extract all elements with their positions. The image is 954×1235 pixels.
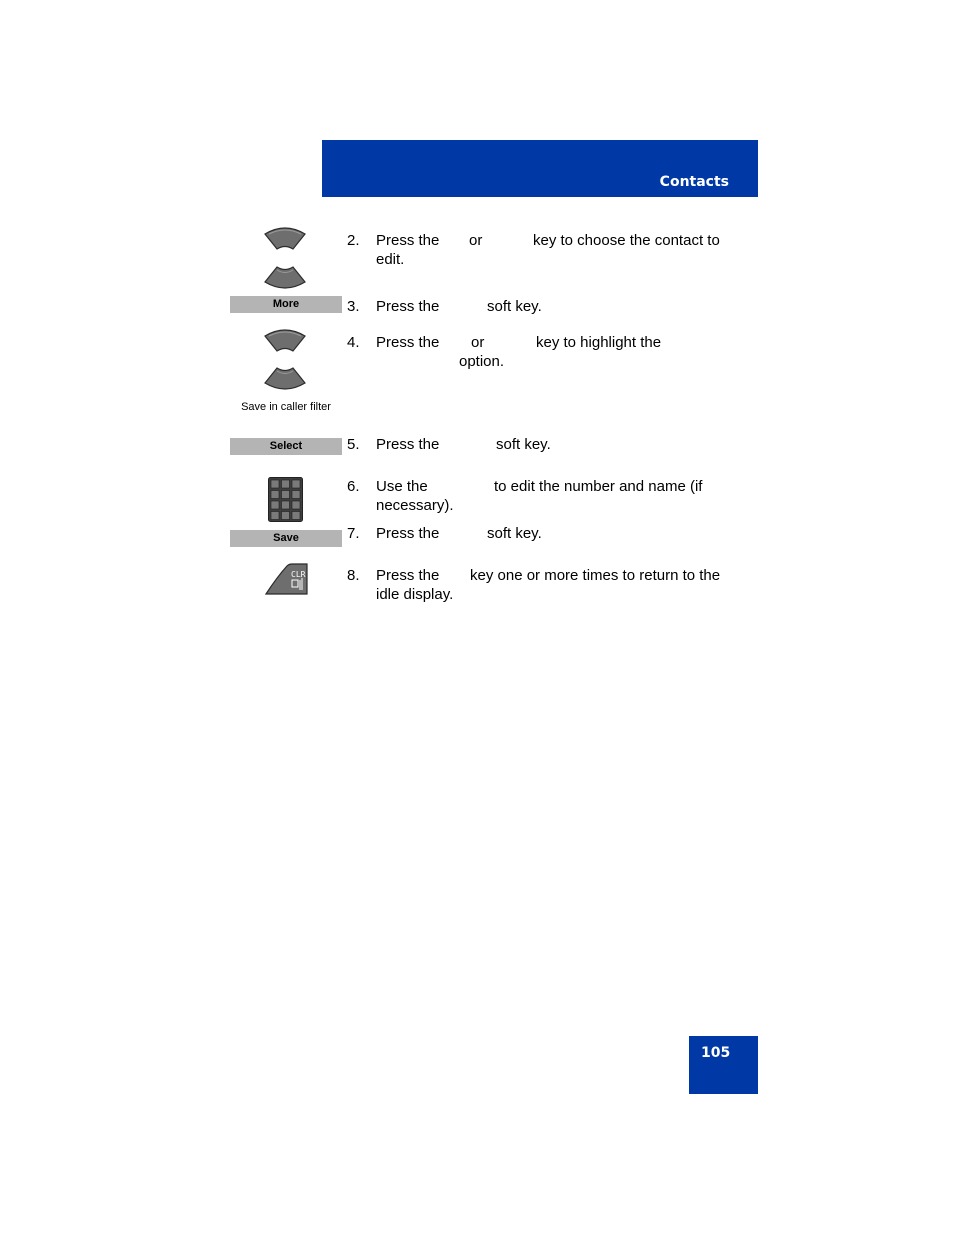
page-number: 105: [701, 1045, 731, 1061]
step-text: Press the: [376, 232, 440, 249]
step-number: 6.: [347, 478, 360, 495]
step-text: option.: [459, 353, 505, 370]
step-text: soft key.: [487, 298, 542, 315]
step-text: necessary).: [376, 497, 454, 514]
step-text: key to highlight the: [536, 334, 662, 351]
select-softkey: Select: [230, 438, 342, 455]
more-softkey: More: [230, 296, 342, 313]
page-number-box: [689, 1036, 758, 1094]
nav-down-key-icon: [263, 265, 307, 291]
step-number: 5.: [347, 436, 360, 453]
step-text: Press the: [376, 525, 440, 542]
step-text: or: [471, 334, 485, 351]
step-text: to edit the number and name (if: [494, 478, 703, 495]
header-bar: [322, 140, 758, 197]
step-text: Press the: [376, 298, 440, 315]
step-number: 4.: [347, 334, 360, 351]
step-text: soft key.: [487, 525, 542, 542]
nav-up-key-icon: [263, 225, 307, 251]
step-text: key one or more times to return to the: [470, 567, 721, 584]
nav-down-key-icon: [263, 366, 307, 392]
step-text: or: [469, 232, 483, 249]
step-text: Press the: [376, 567, 440, 584]
step-text: Press the: [376, 334, 440, 351]
step-number: 2.: [347, 232, 360, 249]
step-text: Press the: [376, 436, 440, 453]
keypad-icon: [268, 477, 303, 522]
clear-key-icon: [265, 563, 308, 595]
svg-text:CLR: CLR: [291, 570, 306, 579]
step-number: 8.: [347, 567, 360, 584]
save-softkey: Save: [230, 530, 342, 547]
step-text: soft key.: [496, 436, 551, 453]
step-text: idle display.: [376, 586, 454, 603]
step-text: Use the: [376, 478, 428, 495]
step-number: 7.: [347, 525, 360, 542]
step-text: edit.: [376, 251, 405, 268]
save-in-caller-filter-caption: Save in caller filter: [241, 401, 331, 413]
step-number: 3.: [347, 298, 360, 315]
page-title: Contacts: [659, 174, 729, 190]
nav-up-key-icon: [263, 327, 307, 353]
step-text: key to choose the contact to: [533, 232, 720, 249]
